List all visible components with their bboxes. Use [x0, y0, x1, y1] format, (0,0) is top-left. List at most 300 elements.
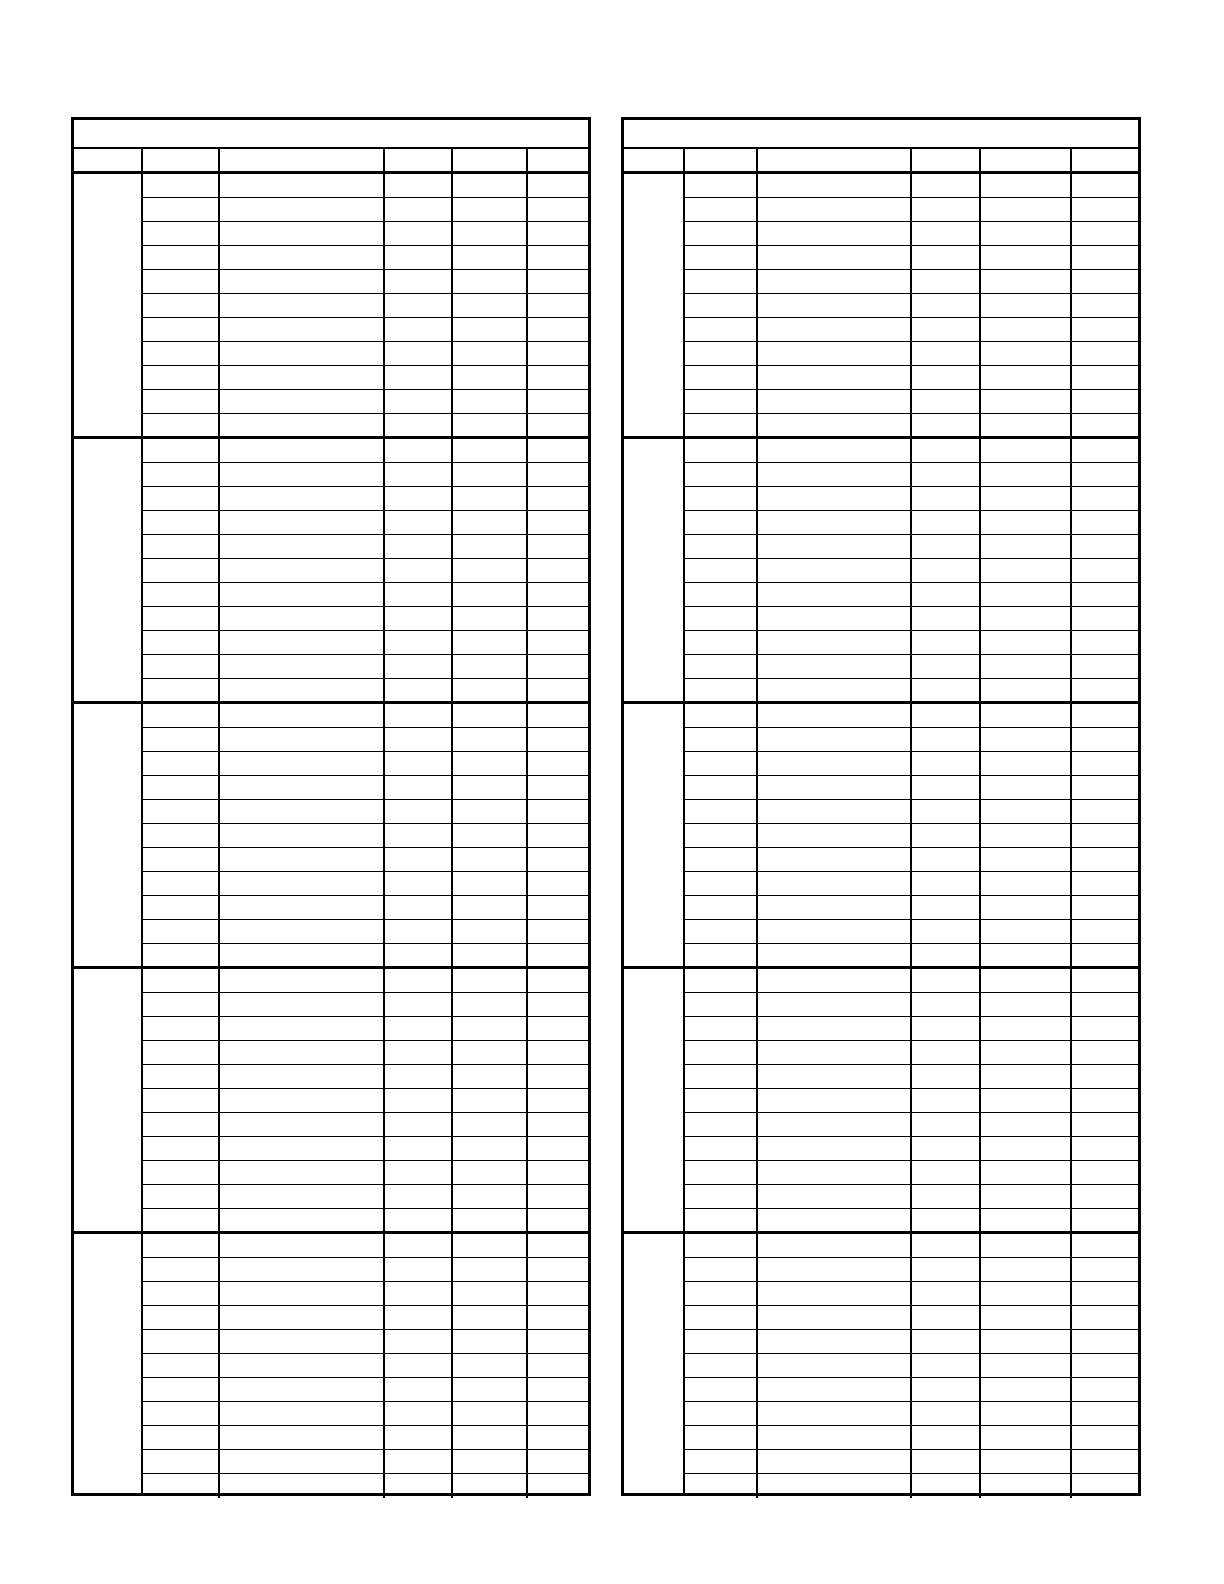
table-cell[interactable]	[912, 607, 981, 630]
table-cell[interactable]	[143, 1234, 220, 1257]
table-cell[interactable]	[385, 583, 453, 606]
table-cell[interactable]	[1072, 366, 1138, 389]
table-cell[interactable]	[220, 872, 385, 895]
table-cell[interactable]	[912, 1258, 981, 1281]
table-cell[interactable]	[685, 1402, 758, 1425]
table-cell[interactable]	[220, 1378, 385, 1401]
table-cell[interactable]	[143, 920, 220, 943]
table-cell[interactable]	[385, 704, 453, 727]
table-cell[interactable]	[758, 800, 912, 823]
table-cell[interactable]	[1072, 559, 1138, 582]
table-cell[interactable]	[453, 1113, 528, 1136]
table-cell[interactable]	[528, 631, 588, 654]
table-cell[interactable]	[220, 969, 385, 992]
table-cell[interactable]	[912, 1450, 981, 1473]
table-cell[interactable]	[220, 1282, 385, 1305]
table-cell[interactable]	[453, 969, 528, 992]
table-cell[interactable]	[453, 728, 528, 751]
table-cell[interactable]	[528, 246, 588, 269]
table-cell[interactable]	[981, 294, 1072, 317]
table-cell[interactable]	[685, 1426, 758, 1449]
table-cell[interactable]	[981, 535, 1072, 558]
table-cell[interactable]	[143, 414, 220, 438]
table-cell[interactable]	[981, 1306, 1072, 1329]
table-cell[interactable]	[143, 366, 220, 389]
table-cell[interactable]	[685, 1258, 758, 1281]
table-cell[interactable]	[453, 1209, 528, 1233]
table-cell[interactable]	[220, 728, 385, 751]
table-cell[interactable]	[1072, 752, 1138, 775]
table-cell[interactable]	[758, 342, 912, 365]
table-cell[interactable]	[528, 318, 588, 341]
table-cell[interactable]	[528, 1330, 588, 1353]
table-cell[interactable]	[1072, 1065, 1138, 1088]
table-cell[interactable]	[453, 1089, 528, 1112]
table-cell[interactable]	[981, 679, 1072, 703]
table-cell[interactable]	[453, 1306, 528, 1329]
table-cell[interactable]	[758, 174, 912, 197]
table-cell[interactable]	[453, 511, 528, 534]
table-cell[interactable]	[385, 390, 453, 413]
table-cell[interactable]	[453, 1041, 528, 1064]
table-cell[interactable]	[685, 559, 758, 582]
table-cell[interactable]	[685, 1041, 758, 1064]
table-cell[interactable]	[685, 390, 758, 413]
table-cell[interactable]	[685, 993, 758, 1016]
table-cell[interactable]	[912, 487, 981, 510]
table-cell[interactable]	[220, 366, 385, 389]
table-cell[interactable]	[220, 535, 385, 558]
table-cell[interactable]	[981, 1137, 1072, 1160]
table-cell[interactable]	[981, 704, 1072, 727]
table-cell[interactable]	[385, 1185, 453, 1208]
table-cell[interactable]	[981, 993, 1072, 1016]
table-cell[interactable]	[385, 487, 453, 510]
table-cell[interactable]	[981, 511, 1072, 534]
table-cell[interactable]	[528, 728, 588, 751]
table-cell[interactable]	[143, 174, 220, 197]
table-cell[interactable]	[912, 752, 981, 775]
table-cell[interactable]	[912, 294, 981, 317]
table-cell[interactable]	[385, 222, 453, 245]
table-cell[interactable]	[981, 366, 1072, 389]
table-cell[interactable]	[220, 559, 385, 582]
table-cell[interactable]	[143, 535, 220, 558]
table-cell[interactable]	[453, 246, 528, 269]
table-cell[interactable]	[453, 944, 528, 968]
table-cell[interactable]	[981, 631, 1072, 654]
table-cell[interactable]	[143, 1450, 220, 1473]
table-cell[interactable]	[912, 800, 981, 823]
table-cell[interactable]	[385, 631, 453, 654]
table-cell[interactable]	[685, 1209, 758, 1233]
table-cell[interactable]	[1072, 1041, 1138, 1064]
table-cell[interactable]	[143, 776, 220, 799]
table-cell[interactable]	[758, 993, 912, 1016]
table-cell[interactable]	[758, 631, 912, 654]
table-cell[interactable]	[143, 848, 220, 871]
table-cell[interactable]	[385, 1137, 453, 1160]
table-cell[interactable]	[685, 704, 758, 727]
table-cell[interactable]	[220, 704, 385, 727]
table-cell[interactable]	[912, 1161, 981, 1184]
table-cell[interactable]	[758, 559, 912, 582]
table-cell[interactable]	[1072, 993, 1138, 1016]
table-cell[interactable]	[758, 318, 912, 341]
table-cell[interactable]	[981, 824, 1072, 847]
table-cell[interactable]	[685, 1113, 758, 1136]
table-cell[interactable]	[912, 198, 981, 221]
table-cell[interactable]	[385, 366, 453, 389]
table-cell[interactable]	[453, 294, 528, 317]
table-cell[interactable]	[385, 414, 453, 438]
table-cell[interactable]	[528, 559, 588, 582]
table-cell[interactable]	[685, 1306, 758, 1329]
table-cell[interactable]	[528, 439, 588, 462]
table-cell[interactable]	[1072, 944, 1138, 968]
table-cell[interactable]	[528, 294, 588, 317]
table-cell[interactable]	[143, 222, 220, 245]
table-cell[interactable]	[758, 752, 912, 775]
table-cell[interactable]	[758, 1185, 912, 1208]
table-cell[interactable]	[453, 270, 528, 293]
table-cell[interactable]	[685, 414, 758, 438]
table-cell[interactable]	[912, 366, 981, 389]
table-cell[interactable]	[981, 414, 1072, 438]
table-cell[interactable]	[453, 704, 528, 727]
table-cell[interactable]	[220, 270, 385, 293]
table-cell[interactable]	[385, 1330, 453, 1353]
table-cell[interactable]	[385, 1426, 453, 1449]
table-cell[interactable]	[453, 1378, 528, 1401]
table-cell[interactable]	[528, 1089, 588, 1112]
table-cell[interactable]	[220, 1089, 385, 1112]
table-cell[interactable]	[912, 535, 981, 558]
table-cell[interactable]	[453, 414, 528, 438]
table-cell[interactable]	[385, 246, 453, 269]
table-cell[interactable]	[385, 969, 453, 992]
table-cell[interactable]	[453, 222, 528, 245]
table-cell[interactable]	[912, 559, 981, 582]
table-cell[interactable]	[685, 487, 758, 510]
table-cell[interactable]	[758, 728, 912, 751]
table-cell[interactable]	[528, 1017, 588, 1040]
table-cell[interactable]	[528, 1402, 588, 1425]
table-cell[interactable]	[385, 342, 453, 365]
table-cell[interactable]	[758, 944, 912, 968]
table-cell[interactable]	[1072, 704, 1138, 727]
table-cell[interactable]	[981, 896, 1072, 919]
table-cell[interactable]	[143, 752, 220, 775]
table-cell[interactable]	[453, 920, 528, 943]
table-cell[interactable]	[220, 1041, 385, 1064]
table-cell[interactable]	[1072, 198, 1138, 221]
table-cell[interactable]	[758, 655, 912, 678]
table-cell[interactable]	[912, 463, 981, 486]
table-cell[interactable]	[758, 487, 912, 510]
table-cell[interactable]	[453, 1185, 528, 1208]
table-cell[interactable]	[453, 1450, 528, 1473]
table-cell[interactable]	[528, 1450, 588, 1473]
table-cell[interactable]	[912, 1185, 981, 1208]
table-cell[interactable]	[528, 607, 588, 630]
table-cell[interactable]	[1072, 655, 1138, 678]
table-cell[interactable]	[1072, 318, 1138, 341]
table-cell[interactable]	[143, 1161, 220, 1184]
table-cell[interactable]	[220, 439, 385, 462]
table-cell[interactable]	[528, 583, 588, 606]
table-cell[interactable]	[528, 1137, 588, 1160]
table-cell[interactable]	[220, 414, 385, 438]
table-cell[interactable]	[220, 318, 385, 341]
table-cell[interactable]	[453, 824, 528, 847]
table-cell[interactable]	[758, 1306, 912, 1329]
table-cell[interactable]	[453, 1402, 528, 1425]
table-cell[interactable]	[758, 1450, 912, 1473]
table-cell[interactable]	[528, 993, 588, 1016]
table-cell[interactable]	[385, 270, 453, 293]
table-cell[interactable]	[758, 511, 912, 534]
table-cell[interactable]	[220, 1306, 385, 1329]
table-cell[interactable]	[143, 294, 220, 317]
table-cell[interactable]	[981, 944, 1072, 968]
left-group-label-cell[interactable]	[74, 439, 143, 701]
table-cell[interactable]	[758, 896, 912, 919]
table-cell[interactable]	[143, 1113, 220, 1136]
table-cell[interactable]	[528, 944, 588, 968]
table-cell[interactable]	[385, 1306, 453, 1329]
table-cell[interactable]	[981, 752, 1072, 775]
table-cell[interactable]	[143, 631, 220, 654]
right-group-label-cell[interactable]	[624, 174, 685, 436]
table-cell[interactable]	[758, 1209, 912, 1233]
table-cell[interactable]	[143, 728, 220, 751]
table-cell[interactable]	[912, 1065, 981, 1088]
table-cell[interactable]	[758, 366, 912, 389]
table-cell[interactable]	[912, 993, 981, 1016]
table-cell[interactable]	[912, 1209, 981, 1233]
table-cell[interactable]	[981, 1017, 1072, 1040]
table-cell[interactable]	[220, 1113, 385, 1136]
table-cell[interactable]	[1072, 1161, 1138, 1184]
table-cell[interactable]	[220, 1185, 385, 1208]
table-cell[interactable]	[385, 174, 453, 197]
table-cell[interactable]	[912, 1330, 981, 1353]
table-cell[interactable]	[981, 318, 1072, 341]
table-cell[interactable]	[912, 1474, 981, 1498]
table-cell[interactable]	[220, 390, 385, 413]
table-cell[interactable]	[528, 487, 588, 510]
table-cell[interactable]	[981, 559, 1072, 582]
table-cell[interactable]	[758, 246, 912, 269]
table-cell[interactable]	[220, 655, 385, 678]
table-cell[interactable]	[912, 1354, 981, 1377]
table-cell[interactable]	[1072, 342, 1138, 365]
table-cell[interactable]	[528, 1258, 588, 1281]
table-cell[interactable]	[143, 487, 220, 510]
table-cell[interactable]	[143, 1089, 220, 1112]
table-cell[interactable]	[758, 920, 912, 943]
table-cell[interactable]	[453, 896, 528, 919]
table-cell[interactable]	[385, 1041, 453, 1064]
table-cell[interactable]	[143, 969, 220, 992]
table-cell[interactable]	[453, 872, 528, 895]
table-cell[interactable]	[1072, 390, 1138, 413]
table-cell[interactable]	[528, 1378, 588, 1401]
table-cell[interactable]	[912, 655, 981, 678]
table-cell[interactable]	[385, 1234, 453, 1257]
table-cell[interactable]	[143, 1474, 220, 1498]
table-cell[interactable]	[385, 1089, 453, 1112]
table-cell[interactable]	[1072, 270, 1138, 293]
table-cell[interactable]	[912, 1041, 981, 1064]
table-cell[interactable]	[220, 1065, 385, 1088]
table-cell[interactable]	[912, 704, 981, 727]
table-cell[interactable]	[912, 583, 981, 606]
table-cell[interactable]	[453, 607, 528, 630]
table-cell[interactable]	[385, 463, 453, 486]
table-cell[interactable]	[385, 776, 453, 799]
table-cell[interactable]	[981, 174, 1072, 197]
table-cell[interactable]	[143, 655, 220, 678]
table-cell[interactable]	[528, 1185, 588, 1208]
table-cell[interactable]	[220, 800, 385, 823]
table-cell[interactable]	[1072, 1354, 1138, 1377]
table-cell[interactable]	[912, 1282, 981, 1305]
table-cell[interactable]	[528, 896, 588, 919]
table-cell[interactable]	[758, 872, 912, 895]
table-cell[interactable]	[143, 1017, 220, 1040]
table-cell[interactable]	[1072, 222, 1138, 245]
table-cell[interactable]	[385, 679, 453, 703]
table-cell[interactable]	[528, 1161, 588, 1184]
table-cell[interactable]	[912, 1426, 981, 1449]
table-cell[interactable]	[143, 1354, 220, 1377]
table-cell[interactable]	[528, 752, 588, 775]
table-cell[interactable]	[528, 535, 588, 558]
table-cell[interactable]	[1072, 1017, 1138, 1040]
table-cell[interactable]	[912, 896, 981, 919]
table-cell[interactable]	[143, 944, 220, 968]
table-cell[interactable]	[758, 1258, 912, 1281]
table-cell[interactable]	[758, 1234, 912, 1257]
table-cell[interactable]	[912, 342, 981, 365]
table-cell[interactable]	[220, 1017, 385, 1040]
table-cell[interactable]	[912, 174, 981, 197]
table-cell[interactable]	[1072, 535, 1138, 558]
table-cell[interactable]	[685, 655, 758, 678]
table-cell[interactable]	[143, 800, 220, 823]
table-cell[interactable]	[453, 487, 528, 510]
table-cell[interactable]	[143, 1378, 220, 1401]
table-cell[interactable]	[453, 655, 528, 678]
table-cell[interactable]	[143, 679, 220, 703]
table-cell[interactable]	[1072, 463, 1138, 486]
table-cell[interactable]	[220, 1330, 385, 1353]
table-cell[interactable]	[981, 246, 1072, 269]
table-cell[interactable]	[453, 1234, 528, 1257]
table-cell[interactable]	[528, 174, 588, 197]
table-cell[interactable]	[1072, 1089, 1138, 1112]
table-cell[interactable]	[385, 439, 453, 462]
table-cell[interactable]	[220, 246, 385, 269]
table-cell[interactable]	[912, 728, 981, 751]
table-cell[interactable]	[453, 1017, 528, 1040]
table-cell[interactable]	[385, 318, 453, 341]
table-cell[interactable]	[685, 1474, 758, 1498]
table-cell[interactable]	[685, 728, 758, 751]
table-cell[interactable]	[220, 752, 385, 775]
table-cell[interactable]	[220, 1209, 385, 1233]
table-cell[interactable]	[1072, 1402, 1138, 1425]
table-cell[interactable]	[912, 824, 981, 847]
table-cell[interactable]	[685, 1137, 758, 1160]
table-cell[interactable]	[1072, 1137, 1138, 1160]
table-cell[interactable]	[385, 848, 453, 871]
table-cell[interactable]	[758, 1474, 912, 1498]
table-cell[interactable]	[220, 342, 385, 365]
table-cell[interactable]	[453, 752, 528, 775]
table-cell[interactable]	[685, 920, 758, 943]
table-cell[interactable]	[685, 896, 758, 919]
table-cell[interactable]	[453, 318, 528, 341]
table-cell[interactable]	[220, 944, 385, 968]
table-cell[interactable]	[981, 1474, 1072, 1498]
table-cell[interactable]	[528, 704, 588, 727]
table-cell[interactable]	[1072, 776, 1138, 799]
table-cell[interactable]	[220, 993, 385, 1016]
table-cell[interactable]	[758, 222, 912, 245]
table-cell[interactable]	[220, 1258, 385, 1281]
table-cell[interactable]	[981, 920, 1072, 943]
table-cell[interactable]	[453, 993, 528, 1016]
table-cell[interactable]	[385, 752, 453, 775]
table-cell[interactable]	[385, 511, 453, 534]
table-cell[interactable]	[528, 390, 588, 413]
right-group-label-cell[interactable]	[624, 439, 685, 701]
table-cell[interactable]	[912, 390, 981, 413]
table-cell[interactable]	[528, 1354, 588, 1377]
table-cell[interactable]	[981, 1065, 1072, 1088]
table-cell[interactable]	[1072, 1378, 1138, 1401]
table-cell[interactable]	[912, 1402, 981, 1425]
table-cell[interactable]	[1072, 679, 1138, 703]
table-cell[interactable]	[1072, 872, 1138, 895]
table-cell[interactable]	[528, 414, 588, 438]
table-cell[interactable]	[143, 583, 220, 606]
table-cell[interactable]	[758, 1137, 912, 1160]
table-cell[interactable]	[385, 198, 453, 221]
table-cell[interactable]	[220, 896, 385, 919]
table-cell[interactable]	[685, 631, 758, 654]
table-cell[interactable]	[453, 535, 528, 558]
right-group-label-cell[interactable]	[624, 704, 685, 966]
table-cell[interactable]	[685, 198, 758, 221]
table-cell[interactable]	[981, 1354, 1072, 1377]
table-cell[interactable]	[220, 198, 385, 221]
table-cell[interactable]	[981, 776, 1072, 799]
table-cell[interactable]	[385, 535, 453, 558]
table-cell[interactable]	[220, 920, 385, 943]
table-cell[interactable]	[453, 1065, 528, 1088]
table-cell[interactable]	[1072, 824, 1138, 847]
table-cell[interactable]	[981, 198, 1072, 221]
table-cell[interactable]	[220, 824, 385, 847]
table-cell[interactable]	[685, 439, 758, 462]
table-cell[interactable]	[143, 607, 220, 630]
table-cell[interactable]	[385, 920, 453, 943]
table-cell[interactable]	[1072, 1450, 1138, 1473]
